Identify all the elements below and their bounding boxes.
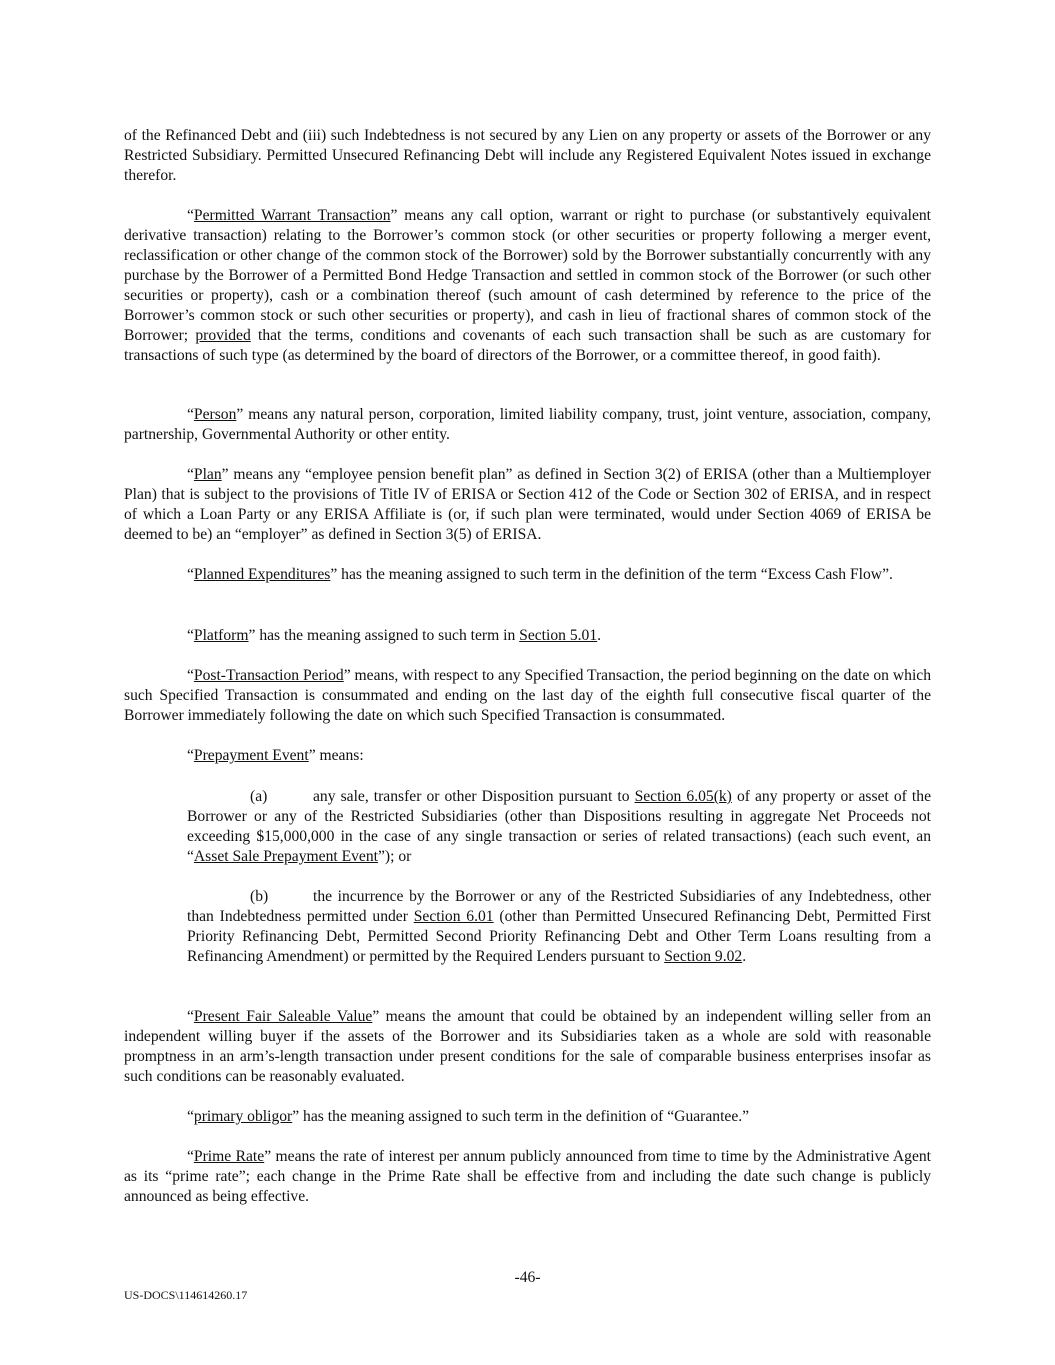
section-reference: Section 6.05(k) — [634, 788, 732, 805]
defined-term: Prepayment Event — [193, 747, 309, 764]
definition-primary-obligor: “primary obligor” has the meaning assigned to such term in the definition of “Guarantee.” — [187, 1108, 750, 1125]
clause-marker: (b) — [250, 888, 269, 905]
defined-term: Person — [193, 406, 237, 423]
prepayment-event-clause-b: (b) the incurrence by the Borrower or any of the Restricted Subsidiaries of any Indebtedness, other than Indebtedness permitted under Section 6.01 (other than Permitted Unsecured Refinancing Debt, Permitted First Priority Refinancing Debt, Permitted Second Priority Refinancing Debt and Other Term Loans resulting from a Refinancing Amendment) or permitted by the Required Lenders pursuant to Section 9.02. — [187, 888, 931, 965]
definition-plan: “Plan” means any “employee pension benefit plan” as defined in Section 3(2) of ERISA (other than a Multiemployer Plan) that is subject to the provisions of Title IV of ERISA or Section 412 of the Code or Section 302 of ERISA, and in respect of which a Loan Party or any ERISA Affiliate is (or, if such plan were terminated, would under Section 4069 of ERISA be deemed to be) an “employer” as defined in Section 3(5) of ERISA. — [124, 466, 931, 543]
defined-term: Planned Expenditures — [193, 566, 331, 583]
definition-platform: “Platform” has the meaning assigned to such term in Section 5.01. — [187, 627, 602, 644]
definition-prime-rate: “Prime Rate” means the rate of interest per annum publicly announced from time to time by the Administrative Agent as its “prime rate”; each change in the Prime Rate shall be effective from and including the date such change is publicly announced as being effective. — [124, 1148, 931, 1205]
defined-term: Platform — [193, 627, 249, 644]
section-reference: Section 6.01 — [413, 908, 494, 925]
definition-present-fair-saleable-value: “Present Fair Saleable Value” means the amount that could be obtained by an independent willing seller from an independent willing buyer if the assets of the Borrower and its Subsidiaries taken as a whole are sold with reasonable promptness in an arm’s-length transaction under present conditions for the sale of comparable business enterprises insofar as such conditions can be reasonably evaluated. — [124, 1008, 931, 1085]
clause-marker: (a) — [250, 788, 268, 805]
prepayment-event-clause-a: (a) any sale, transfer or other Disposition pursuant to Section 6.05(k) of any property or asset of the Borrower or any of the Restricted Subsidiaries (other than Dispositions resulting in aggregate Net Proceeds not exceeding $15,000,000 in the case of any single transaction or series of related transactions) (each such event, an “Asset Sale Prepayment Event”); or — [187, 788, 931, 865]
defined-term: Post-Transaction Period — [193, 667, 344, 684]
definition-permitted-warrant-transaction: “Permitted Warrant Transaction” means any call option, warrant or right to purchase (or substantively equivalent derivative transaction) relating to the Borrower’s common stock (or other securities or property following a merger event, reclassification or other change of the common stock of the Borrower) sold by the Borrower substantially concurrently with any purchase by the Borrower of a Permitted Bond Hedge Transaction and settled in common stock of the Borrower (or such other securities or property), cash or a combination thereof (such amount of cash determined by reference to the price of the Borrower’s common stock or such other securities or property), and cash in lieu of fractional shares of common stock of the Borrower; provided that the terms, conditions and covenants of each such transaction shall be such as are customary for transactions of such type (as determined by the board of directors of the Borrower, or a committee thereof, in good faith). — [124, 207, 932, 364]
defined-term: Permitted Warrant Transaction — [193, 207, 391, 224]
defined-term: Asset Sale Prepayment Event — [193, 848, 378, 865]
defined-term: primary obligor — [193, 1108, 293, 1125]
provided-emphasis: provided — [195, 327, 251, 344]
defined-term: Plan — [193, 466, 222, 483]
definition-person: “Person” means any natural person, corporation, limited liability company, trust, joint venture, association, company, partnership, Governmental Authority or other entity. — [124, 406, 931, 443]
definition-post-transaction-period: “Post-Transaction Period” means, with respect to any Specified Transaction, the period beginning on the date on which such Specified Transaction is consummated and ending on the last day of the eighth full consecutive fiscal quarter of the Borrower immediately following the date on which such Specified Transaction is consummated. — [124, 667, 932, 724]
document-id: US-DOCS\114614260.17 — [124, 1288, 248, 1302]
definition-prepayment-event: “Prepayment Event” means: — [187, 747, 364, 764]
section-reference: Section 5.01 — [519, 627, 598, 644]
defined-term: Prime Rate — [193, 1148, 265, 1165]
paragraph-intro: of the Refinanced Debt and (iii) such Indebtedness is not secured by any Lien on any property or assets of the Borrower or any Restricted Subsidiary. Permitted Unsecured Refinancing Debt will include any Registered Equivalent Notes issued in exchange therefor. — [124, 127, 931, 184]
defined-term: Present Fair Saleable Value — [193, 1008, 373, 1025]
page-number: -46- — [514, 1269, 541, 1286]
section-reference: Section 9.02 — [664, 948, 743, 965]
definition-planned-expenditures: “Planned Expenditures” has the meaning assigned to such term in the definition of the term “Excess Cash Flow”. — [187, 566, 893, 583]
